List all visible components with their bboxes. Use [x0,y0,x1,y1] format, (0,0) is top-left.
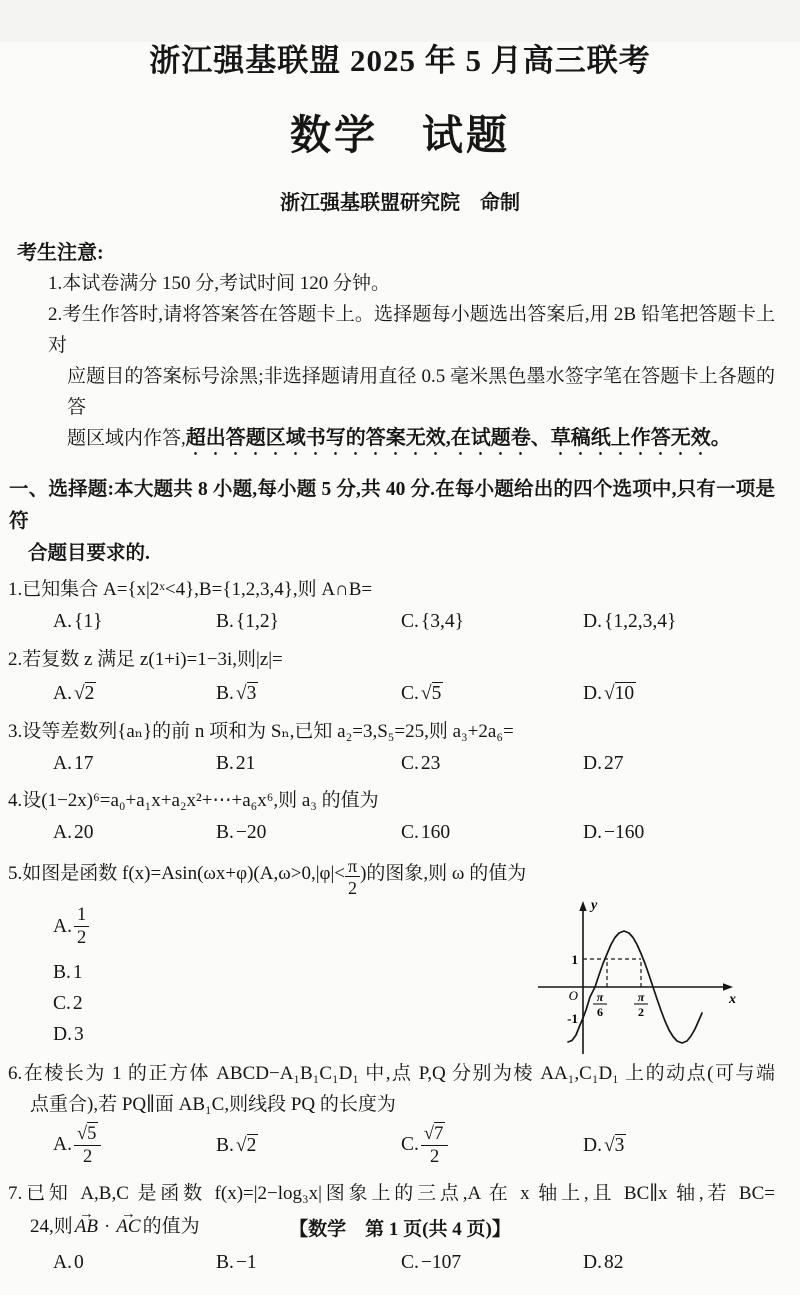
option-a: A. 17 [53,753,94,774]
origin-label: O [568,988,578,1003]
page-footer: 【数学 第 1 页(共 4 页)】 [289,1219,511,1240]
tick-pi2-numerator: π [637,990,645,1004]
option-d: D. {1,2,3,4} [583,611,677,632]
option-b: B. 21 [216,753,256,774]
candidate-notice [17,239,775,460]
fraction: $\frac{\pi}{2}$ [345,856,360,898]
x-axis-label: x [729,992,736,1007]
option-d: D. 82 [583,1251,624,1273]
question-6-stem-line1: 6.在棱长为 1 的正方体 ABCD−A₁B₁C₁D₁ 中,点 P,Q 分别为棱 AA₁,C₁D₁ 上的动点(可与端 [8,1062,775,1084]
notice-item-2 [48,299,775,460]
option-b: B. −1 [216,1251,257,1273]
exam-paper-page [0,42,800,1295]
tick-pi6-numerator: π [596,990,604,1004]
subject-title: 数学 试题 [290,112,510,158]
y-neg-one-label: -1 [567,1011,578,1026]
question-7-stem-line1: 7.已知 A,B,C 是函数 f(x)=|2−log₃x|图象上的三点,A 在 x 轴上,且 BC∥x 轴,若 BC= [8,1182,775,1204]
option-d: D. √ 3 [583,1130,775,1161]
question-4-options [8,817,775,848]
question-5-stem: 5.如图是函数 f(x)=Asin(ωx+φ)(A,ω>0,|φ|< $\frac{\pi}{2}$ )的图象,则 ω 的值为 [8,856,527,899]
tick-pi6-denominator: 6 [597,1005,603,1019]
option-a: A. √ $\frac{5}{2}$ [53,1124,216,1168]
question-5-option-a: A. $\frac{1}{2}$ [8,905,775,949]
question-2-stem: 2.若复数 z 满足 z(1+i)=1−3i,则|z|= [8,649,283,670]
option-c: C. √ 5 [401,678,583,709]
option-a: A. {1} [53,611,103,632]
vector-AC: → AC [114,1209,142,1245]
sqrt-value: √ 3 [236,678,258,709]
dot-operator: · [103,1215,111,1237]
notice-emphasis-text: 超出答题区域书写的答案无效,在试题卷、草稿纸上作答无效。 [185,427,731,449]
question-3-stem: 3.设等差数列{aₙ}的前 n 项和为 Sₙ,已知 a₂=3,S₅=25,则 a₃+2a₆= [8,721,514,742]
section-1-heading-line1: 一、选择题:本大题共 8 小题,每小题 5 分,共 40 分.在每小题给出的四个选项中,只有一项是符 [9,479,775,532]
option-b: B. √ 3 [216,678,401,709]
option-b: B. √ 2 [216,1130,401,1161]
question-2 [8,644,775,709]
exam-title: 浙江强基联盟 2025 年 5 月高三联考 [149,43,651,78]
option-a: A. 0 [53,1251,84,1273]
question-6-options [8,1124,775,1168]
option-a: A. 20 [53,822,94,843]
question-7-options [8,1247,775,1278]
issuer-line: 浙江强基联盟研究院 命制 [280,192,520,214]
option-d: D. −160 [583,822,645,843]
tick-pi2-denominator: 2 [638,1005,644,1019]
sqrt-value: √ 5 [77,1124,98,1145]
option-b: B. −20 [216,822,267,843]
option-d: D. 27 [583,753,624,774]
question-1-options [8,606,775,637]
sqrt-value: √ 2 [236,1130,258,1161]
vector-AB: → AB [73,1209,100,1245]
option-a: A. √ 2 [53,678,216,709]
question-5-option-c: C. 2 [53,992,83,1014]
sine-graph-svg [528,892,743,1062]
question-7-stem-line2: 24,则 → AB · → AC 的值为 [8,1209,775,1245]
option-c: C. −107 [401,1251,462,1273]
sine-graph-figure [528,892,743,1062]
question-2-options [8,678,775,709]
question-5 [8,856,775,1050]
option-c: C. {3,4} [401,611,464,632]
option-c: C. √ $\frac{7}{2}$ [401,1124,583,1168]
question-3-options [8,748,775,779]
option-b: B. {1,2} [216,611,279,632]
sqrt-value: √ 5 [421,678,443,709]
section-1-heading-line2: 合题目要求的. [28,543,150,564]
option-c: C. 160 [401,822,451,843]
y-axis-label: y [591,898,598,913]
notice-item-2-line3 [48,423,775,460]
option-d: D. √ 10 [583,678,775,709]
notice-item-2-line3-normal: 题区域内作答, [67,428,186,449]
question-6 [8,1058,775,1168]
option-c: C. 23 [401,753,441,774]
notice-item-2-line2: 应题目的答案标号涂黑;非选择题请用直径 0.5 毫米黑色墨水签字笔在答题卡上各题的答 [67,366,775,418]
notice-item-2-line1: 2.考生作答时,请将答案答在答题卡上。选择题每小题选出答案后,用 2B 铅笔把答题卡上对 [48,304,775,356]
y-axis-arrow [579,901,586,911]
section-1-heading [9,474,775,570]
sqrt-value: √ 7 [424,1124,445,1145]
notice-heading: 考生注意: [17,242,104,264]
question-6-stem-line2: 点重合),若 PQ∥面 AB₁C,则线段 PQ 的长度为 [30,1093,396,1115]
fraction: √ $\frac{7}{2}$ [421,1124,448,1168]
fraction: $\frac{1}{2}$ [74,905,89,949]
y-one-label: 1 [571,952,578,967]
fraction: √ $\frac{5}{2}$ [74,1124,101,1168]
notice-item-1: 1.本试卷满分 150 分,考试时间 120 分钟。 [48,273,391,294]
question-3 [8,716,775,779]
question-5-option-d: D. 3 [53,1023,84,1045]
question-1-stem: 1.已知集合 A={x|2ˣ<4},B={1,2,3,4},则 A∩B= [8,579,373,600]
question-4-stem: 4.设(1−2x)⁶=a₀+a₁x+a₂x²+⋯+a₆x⁶,则 a₃ 的值为 [8,790,379,811]
sqrt-value: √ 3 [604,1130,626,1161]
question-4 [8,785,775,848]
x-axis-arrow [723,983,733,990]
sqrt-value: √ 10 [604,678,636,709]
sqrt-value: √ 2 [74,678,96,709]
question-5-option-b: B. 1 [53,961,83,983]
question-1 [8,574,775,637]
